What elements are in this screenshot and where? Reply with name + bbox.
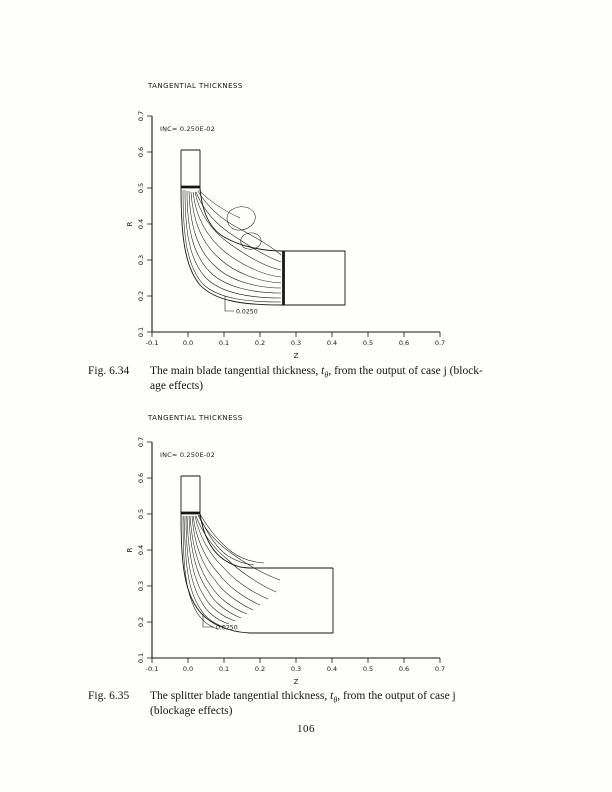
plot-title: TANGENTIAL THICKNESS [148,82,243,90]
y-tick-label: 0.5 [137,508,145,520]
y-axis-label: R [126,221,134,227]
x-tick-label: 0.6 [398,339,410,347]
y-tick-label: 0.7 [137,436,145,448]
figure-caption [88,364,532,395]
x-tick-label: 0.4 [326,339,338,347]
plot-axes [147,116,440,337]
x-tick-label: 0.6 [398,665,410,673]
y-tick-label: 0.6 [137,472,145,484]
x-tick-label: -0.1 [145,665,159,673]
y-tick-labels [137,111,145,337]
contour-lines [183,190,281,302]
caption-part: age effects) [150,380,204,393]
x-axis-label: Z [293,352,299,360]
y-tick-labels [137,437,145,663]
caption-text [150,689,532,720]
caption-part: The splitter blade tangential thickness, [150,690,331,702]
plot-axes [147,442,440,663]
contour-plot-splitter-blade [128,430,468,692]
x-tick-label: 0.0 [182,339,194,347]
caption-symbol: t [321,365,325,377]
caption-subscript: θ [324,370,329,380]
caption-part: , from the output of case j (block- [328,365,483,377]
contour-lines [183,514,280,629]
x-tick-label: -0.1 [145,339,159,347]
x-tick-label: 0.1 [218,339,230,347]
x-tick-label: 0.0 [182,665,194,673]
x-axis-label: Z [293,678,299,686]
plot-title: TANGENTIAL THICKNESS [148,414,243,422]
caption-subscript: θ [333,695,338,705]
contour-value-callout [203,614,238,632]
contour-value-label: 0.0250 [236,308,258,316]
x-tick-label: 0.3 [290,665,302,673]
y-tick-label: 0.6 [137,146,145,158]
y-tick-label: 0.1 [137,652,145,664]
x-tick-labels [146,665,446,673]
y-tick-label: 0.4 [137,218,145,230]
y-tick-label: 0.5 [137,182,145,194]
y-tick-label: 0.1 [137,326,145,338]
caption-symbol: t [330,690,334,702]
y-tick-label: 0.4 [137,544,145,556]
page-number: 106 [297,723,315,735]
increment-annotation: INC= 0.250E-02 [160,451,215,459]
increment-annotation: INC= 0.250E-02 [160,125,215,133]
x-tick-label: 0.5 [362,665,374,673]
y-tick-label: 0.7 [137,110,145,122]
figure-number: Fig. 6.34 [88,365,130,377]
contour-value-label: 0.0250 [216,624,238,632]
caption-text [150,364,532,395]
figure-caption [88,689,532,720]
channel-outline [181,150,345,305]
x-tick-label: 0.5 [362,339,374,347]
x-tick-label: 0.7 [434,665,446,673]
y-tick-label: 0.3 [137,580,145,592]
figure-number: Fig. 6.35 [88,690,130,702]
x-tick-labels [146,339,446,347]
caption-part: (blockage effects) [150,705,233,718]
contour-value-callout [225,296,258,316]
caption-part: , from the output of case j [337,690,456,702]
channel-outline [181,476,333,633]
y-tick-label: 0.3 [137,254,145,266]
x-tick-label: 0.2 [254,339,266,347]
x-tick-label: 0.3 [290,339,302,347]
caption-part: The main blade tangential thickness, [150,365,322,377]
contour-plot-main-blade [128,104,468,366]
x-tick-label: 0.1 [218,665,230,673]
y-tick-label: 0.2 [137,290,145,302]
y-tick-label: 0.2 [137,616,145,628]
x-tick-label: 0.7 [434,339,446,347]
x-tick-label: 0.4 [326,665,338,673]
y-axis-label: R [126,547,134,553]
x-tick-label: 0.2 [254,665,266,673]
